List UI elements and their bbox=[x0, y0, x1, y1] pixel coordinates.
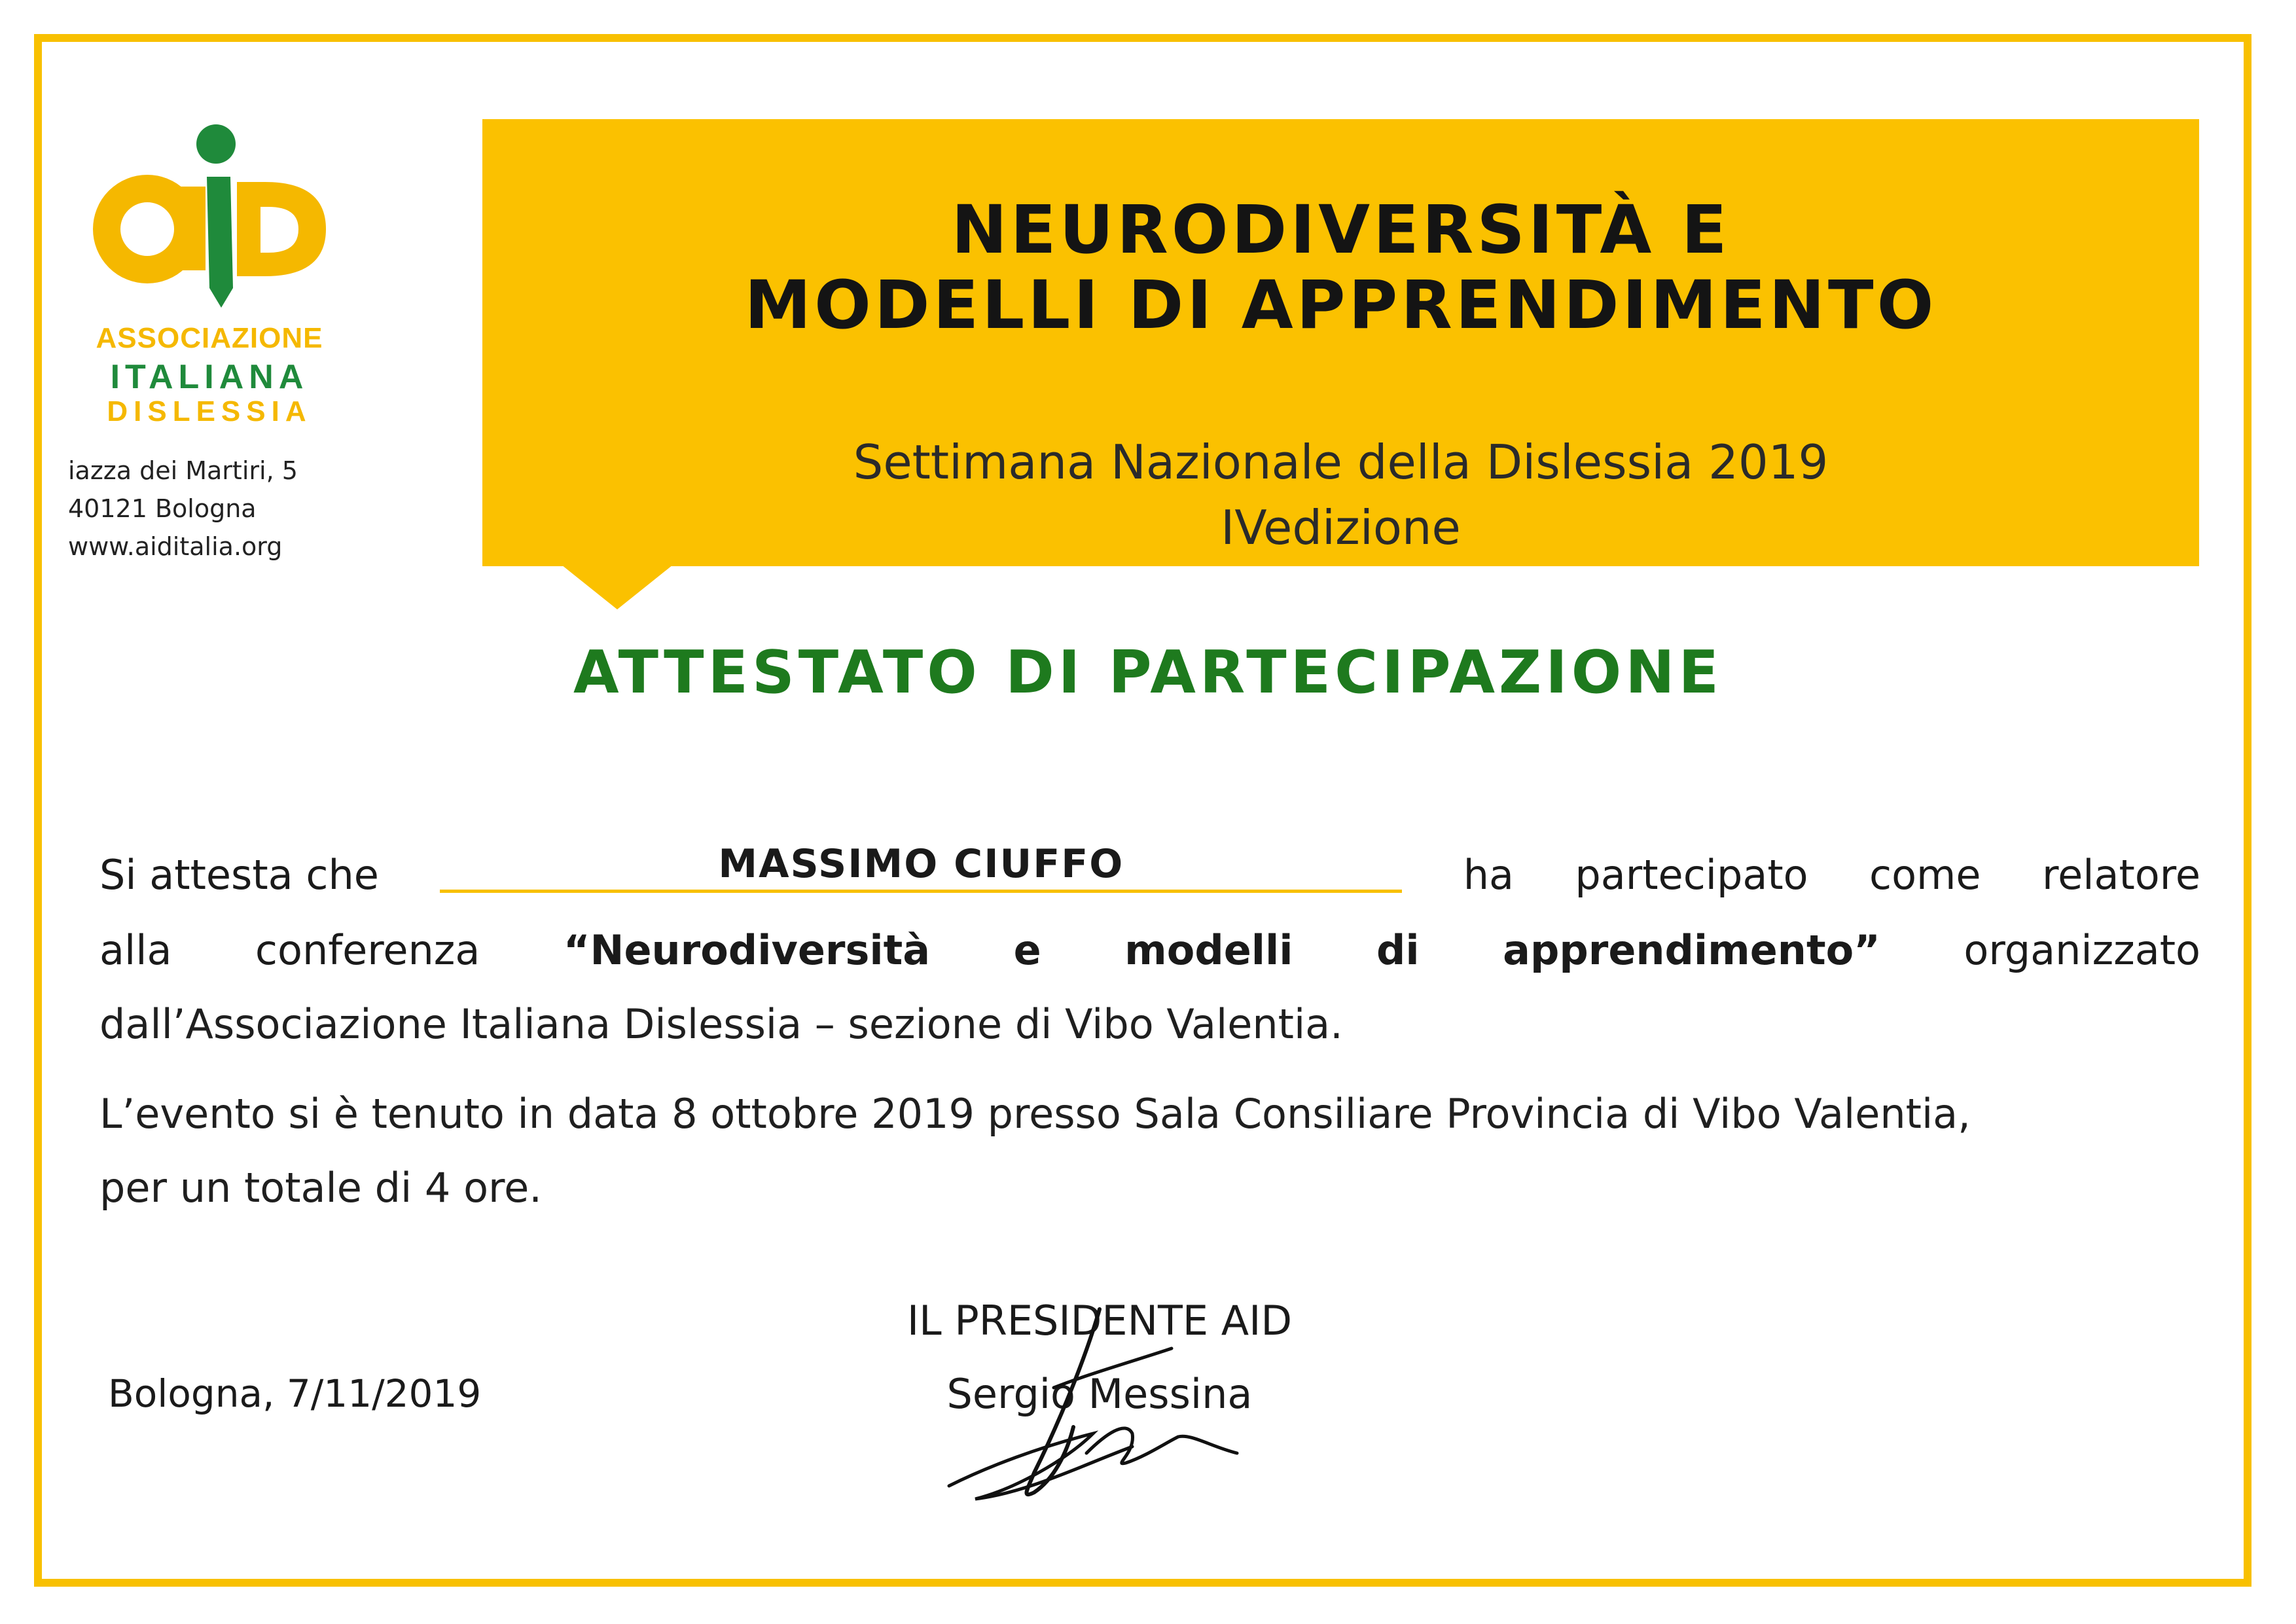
body-line-4: L’evento si è tenuto in data 8 ottobre 2019 presso Sala Consiliare Provincia di Vibo Valentia, bbox=[99, 1090, 1971, 1138]
banner-subtitle-line-2: IVedizione bbox=[1221, 500, 1461, 555]
body-word: come bbox=[1869, 851, 1981, 899]
address-block bbox=[68, 452, 298, 566]
conference-title-word: di bbox=[1376, 926, 1420, 974]
attest-prefix: Si attesta che bbox=[99, 851, 379, 899]
banner-title-line-2: MODELLI DI APPRENDIMENTO bbox=[744, 266, 1937, 344]
conference-title-word: “Neurodiversità bbox=[563, 926, 931, 974]
address-street: iazza dei Martiri, 5 bbox=[68, 456, 298, 485]
banner-subtitle-line-1: Settimana Nazionale della Dislessia 2019 bbox=[853, 435, 1829, 490]
address-website: www.aiditalia.org bbox=[68, 532, 283, 561]
banner-pointer bbox=[562, 565, 673, 609]
logo-line-1: ASSOCIAZIONE bbox=[96, 322, 323, 354]
body-line-3: dall’Associazione Italiana Dislessia – sezione di Vibo Valentia. bbox=[99, 1000, 1343, 1048]
title-banner bbox=[482, 119, 2199, 566]
body-word: ha bbox=[1463, 851, 1514, 899]
participant-name: MASSIMO CIUFFO bbox=[440, 841, 1402, 893]
body-word: alla bbox=[99, 926, 172, 974]
body-word: relatore bbox=[2041, 851, 2200, 899]
handwritten-signature bbox=[936, 1303, 1250, 1512]
certificate-title: ATTESTATO DI PARTECIPAZIONE bbox=[573, 638, 1723, 707]
address-city: 40121 Bologna bbox=[68, 494, 257, 523]
conference-title-word: apprendimento” bbox=[1503, 926, 1880, 974]
body-line-2 bbox=[99, 926, 2200, 979]
body-line-5: per un totale di 4 ore. bbox=[99, 1164, 542, 1212]
conference-title-word: e bbox=[1013, 926, 1041, 974]
aid-logo-mark bbox=[85, 118, 334, 321]
body-word: conferenza bbox=[255, 926, 480, 974]
body-word: partecipato bbox=[1575, 851, 1808, 899]
logo-line-2: ITALIANA bbox=[110, 358, 309, 396]
president-name: Sergio Messina bbox=[946, 1370, 1253, 1418]
body-line-1 bbox=[99, 841, 2200, 903]
body-word: organizzato bbox=[1964, 926, 2200, 974]
conference-title-word: modelli bbox=[1124, 926, 1293, 974]
aid-logo bbox=[85, 118, 334, 425]
logo-line-3: DISLESSIA bbox=[107, 395, 312, 427]
president-role: IL PRESIDENTE AID bbox=[906, 1297, 1293, 1344]
banner-title-line-1: NEURODIVERSITÀ E bbox=[951, 191, 1731, 269]
issue-date: Bologna, 7/11/2019 bbox=[108, 1371, 482, 1416]
